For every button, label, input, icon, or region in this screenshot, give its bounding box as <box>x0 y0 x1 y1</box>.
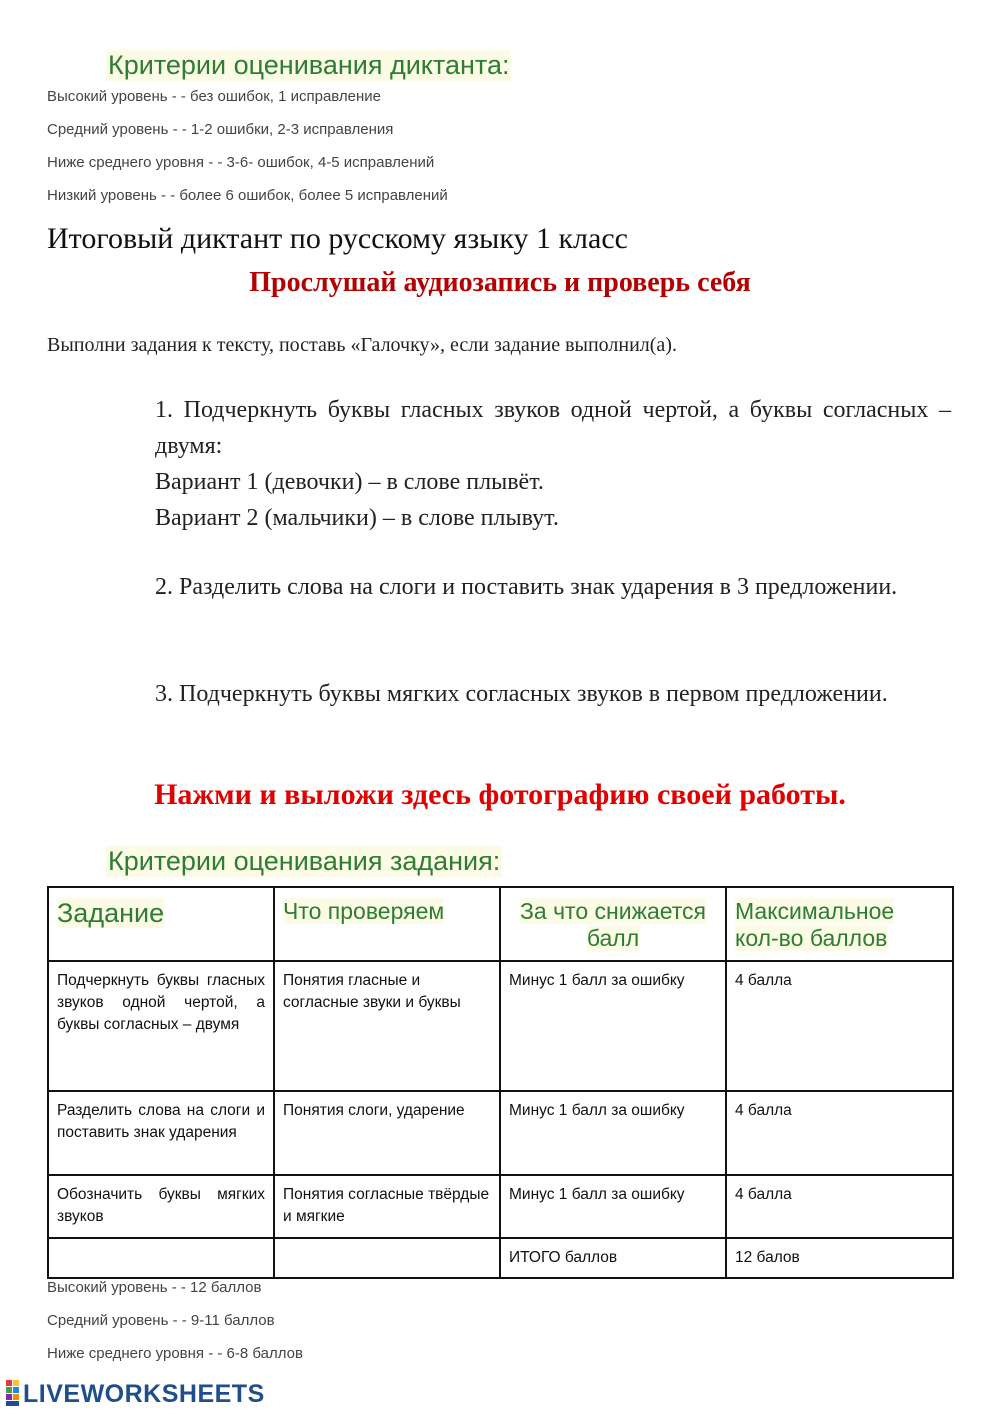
task-criteria-title: Критерии оценивания задания: <box>108 846 501 876</box>
dictation-level-low: Низкий уровень - - более 6 ошибок, более 5 исправлений <box>47 187 448 204</box>
table-row <box>48 1175 953 1238</box>
table-row <box>48 1091 953 1175</box>
dictation-level-medium: Средний уровень - - 1-2 ошибки, 2-3 исправления <box>47 121 394 138</box>
logo-text: LIVEWORKSHEETS <box>23 1380 265 1408</box>
cell-max-points: 4 балла <box>726 961 953 1091</box>
cell-task: Обозначить буквы мягких звуков <box>48 1175 274 1238</box>
liveworksheets-logo[interactable] <box>6 1380 265 1409</box>
liveworksheets-logo-icon <box>6 1380 20 1406</box>
cell-task: Подчеркнуть буквы гласных звуков одной чертой, а буквы согласных – двумя <box>48 961 274 1091</box>
instructions: Выполни задания к тексту, поставь «Галочку», если задание выполнил(а). <box>47 334 677 356</box>
dictation-level-high: Высокий уровень - - без ошибок, 1 исправление <box>47 88 382 105</box>
score-level-below-medium: Ниже среднего уровня - - 6-8 баллов <box>47 1345 303 1362</box>
task-1: 1. Подчеркнуть буквы гласных звуков одной чертой, а буквы согласных – двумя: <box>155 397 951 459</box>
cell-penalty: Минус 1 балл за ошибку <box>500 1175 726 1238</box>
upload-photo-link[interactable]: Нажми и выложи здесь фотографию своей работы. <box>154 778 846 811</box>
cell-total-value: 12 балов <box>726 1238 953 1278</box>
cell-what-checked: Понятия слоги, ударение <box>274 1091 500 1175</box>
score-level-medium: Средний уровень - - 9-11 баллов <box>47 1312 275 1329</box>
score-level-high: Высокий уровень - - 12 баллов <box>47 1279 262 1296</box>
dictation-criteria-title: Критерии оценивания диктанта: <box>108 50 510 80</box>
cell-penalty: Минус 1 балл за ошибку <box>500 1091 726 1175</box>
header-max-points: Максимальное кол-во баллов <box>726 887 953 961</box>
task-list <box>155 392 951 536</box>
cell-max-points: 4 балла <box>726 1091 953 1175</box>
task-1-variant-2: Вариант 2 (мальчики) – в слове плывут. <box>155 505 559 531</box>
task-3 <box>155 676 951 712</box>
cell-empty <box>48 1238 274 1278</box>
cell-empty <box>274 1238 500 1278</box>
task-1-variant-1: Вариант 1 (девочки) – в слове плывёт. <box>155 469 544 495</box>
cell-max-points: 4 балла <box>726 1175 953 1238</box>
table-row-total <box>48 1238 953 1278</box>
header-what-checked: Что проверяем <box>274 887 500 961</box>
dictation-level-below-medium: Ниже среднего уровня - - 3-6- ошибок, 4-5 исправлений <box>47 154 435 171</box>
task-2 <box>155 569 951 605</box>
cell-what-checked: Понятия гласные и согласные звуки и буквы <box>274 961 500 1091</box>
criteria-table-header-row <box>48 887 953 961</box>
header-task: Задание <box>48 887 274 961</box>
listen-prompt: Прослушай аудиозапись и проверь себя <box>249 267 751 298</box>
task-3-text: 3. Подчеркнуть буквы мягких согласных звуков в первом предложении. <box>155 681 888 707</box>
cell-penalty: Минус 1 балл за ошибку <box>500 961 726 1091</box>
task-2-text: 2. Разделить слова на слоги и поставить знак ударения в 3 предложении. <box>155 574 898 600</box>
criteria-table <box>47 886 954 1279</box>
cell-task: Разделить слова на слоги и поставить знак ударения <box>48 1091 274 1175</box>
page-title: Итоговый диктант по русскому языку 1 класс <box>47 222 628 255</box>
table-row <box>48 961 953 1091</box>
cell-total-label: ИТОГО баллов <box>500 1238 726 1278</box>
cell-what-checked: Понятия согласные твёрдые и мягкие <box>274 1175 500 1238</box>
header-penalty: За что снижается балл <box>500 887 726 961</box>
